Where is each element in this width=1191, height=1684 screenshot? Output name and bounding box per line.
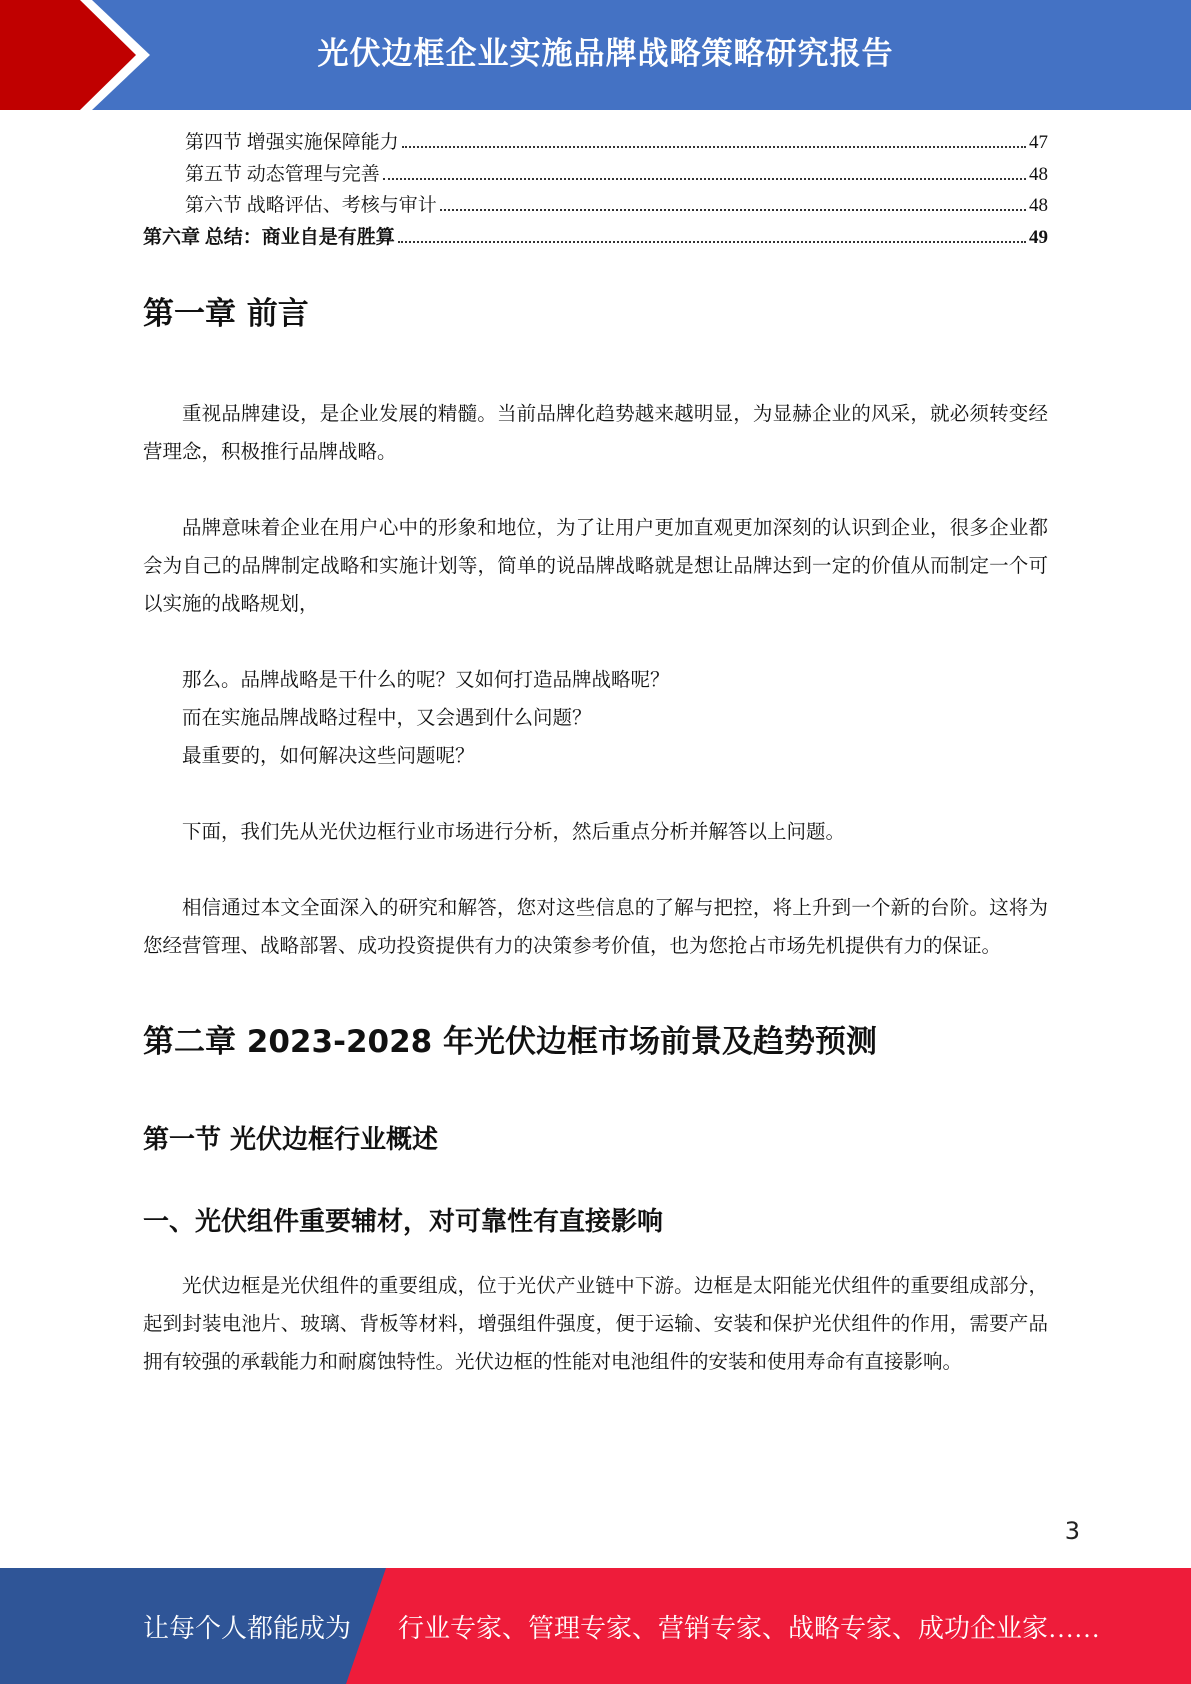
chapter-2-heading: 第二章 2023-2028 年光伏边框市场前景及趋势预测 [143, 1024, 878, 1060]
subsection-heading: 一、光伏组件重要辅材，对可靠性有直接影响 [143, 1207, 664, 1237]
question-line: 而在实施品牌战略过程中，又会遇到什么问题？ [182, 708, 592, 729]
toc-entry[interactable] [143, 127, 1048, 159]
toc-entry-label: 第六节 战略评估、考核与审计 [185, 195, 437, 216]
main-content [143, 290, 1048, 1382]
chapter-1-paragraph: 下面，我们先从光伏边框行业市场进行分析，然后重点分析并解答以上问题。 [182, 822, 846, 843]
chapter-1-heading: 第一章 前言 [143, 296, 309, 332]
toc-entry-page: 48 [1029, 163, 1048, 185]
chapter-1-paragraph: 品牌意味着企业在用户心中的形象和地位，为了让用户更加直观更加深刻的认识到企业，很多企业都会为自己的品牌制定战略和实施计划等，简单的说品牌战略就是想让品牌达到一定的价值从而制定一个可以实施的战略规划， [143, 518, 1048, 615]
question-line: 最重要的，如何解决这些问题呢？ [182, 746, 475, 767]
page-footer [0, 1568, 1191, 1684]
chapter-2-paragraph: 光伏边框是光伏组件的重要组成，位于光伏产业链中下游。边框是太阳能光伏组件的重要组成部分，起到封装电池片、玻璃、背板等材料，增强组件强度，便于运输、安装和保护光伏组件的作用，需要产品拥有较强的承载能力和耐腐蚀特性。光伏边框的性能对电池组件的安装和使用寿命有直接影响。 [143, 1276, 1048, 1373]
toc-entry-chapter[interactable] [143, 222, 1048, 254]
chapter-1-paragraph: 重视品牌建设，是企业发展的精髓。当前品牌化趋势越来越明显，为显赫企业的风采，就必须转变经营理念，积极推行品牌战略。 [143, 404, 1048, 463]
toc-entry-label: 第六章 总结：商业自是有胜算 [143, 226, 395, 248]
toc-entry[interactable] [143, 190, 1048, 222]
section-heading: 第一节 光伏边框行业概述 [143, 1125, 439, 1155]
table-of-contents [143, 127, 1048, 253]
toc-entry-page: 49 [1029, 226, 1048, 248]
toc-entry-label: 第四节 增强实施保障能力 [185, 132, 399, 153]
report-title: 光伏边框企业实施品牌战略策略研究报告 [317, 35, 894, 72]
chapter-1-paragraph: 相信通过本文全面深入的研究和解答，您对这些信息的了解与把控，将上升到一个新的台阶。这将为您经营管理、战略部署、成功投资提供有力的决策参考价值，也为您抢占市场先机提供有力的保证。 [143, 898, 1048, 957]
toc-entry-page: 47 [1029, 132, 1048, 153]
toc-leader-dots [440, 209, 1026, 211]
question-line: 那么。品牌战略是干什么的呢？又如何打造品牌战略呢？ [182, 670, 670, 691]
page-number: 3 [1064, 1517, 1080, 1545]
toc-entry-page: 48 [1029, 195, 1048, 216]
footer-slogan-left: 让每个人都能成为 [143, 1613, 352, 1643]
toc-leader-dots [383, 178, 1026, 180]
footer-slogan-right: 行业专家、管理专家、营销专家、战略专家、成功企业家…… [398, 1613, 1101, 1643]
toc-entry-label: 第五节 动态管理与完善 [185, 163, 380, 185]
toc-entry[interactable] [143, 159, 1048, 191]
toc-leader-dots [402, 146, 1026, 148]
toc-leader-dots [398, 241, 1026, 243]
page-header [0, 0, 1191, 110]
